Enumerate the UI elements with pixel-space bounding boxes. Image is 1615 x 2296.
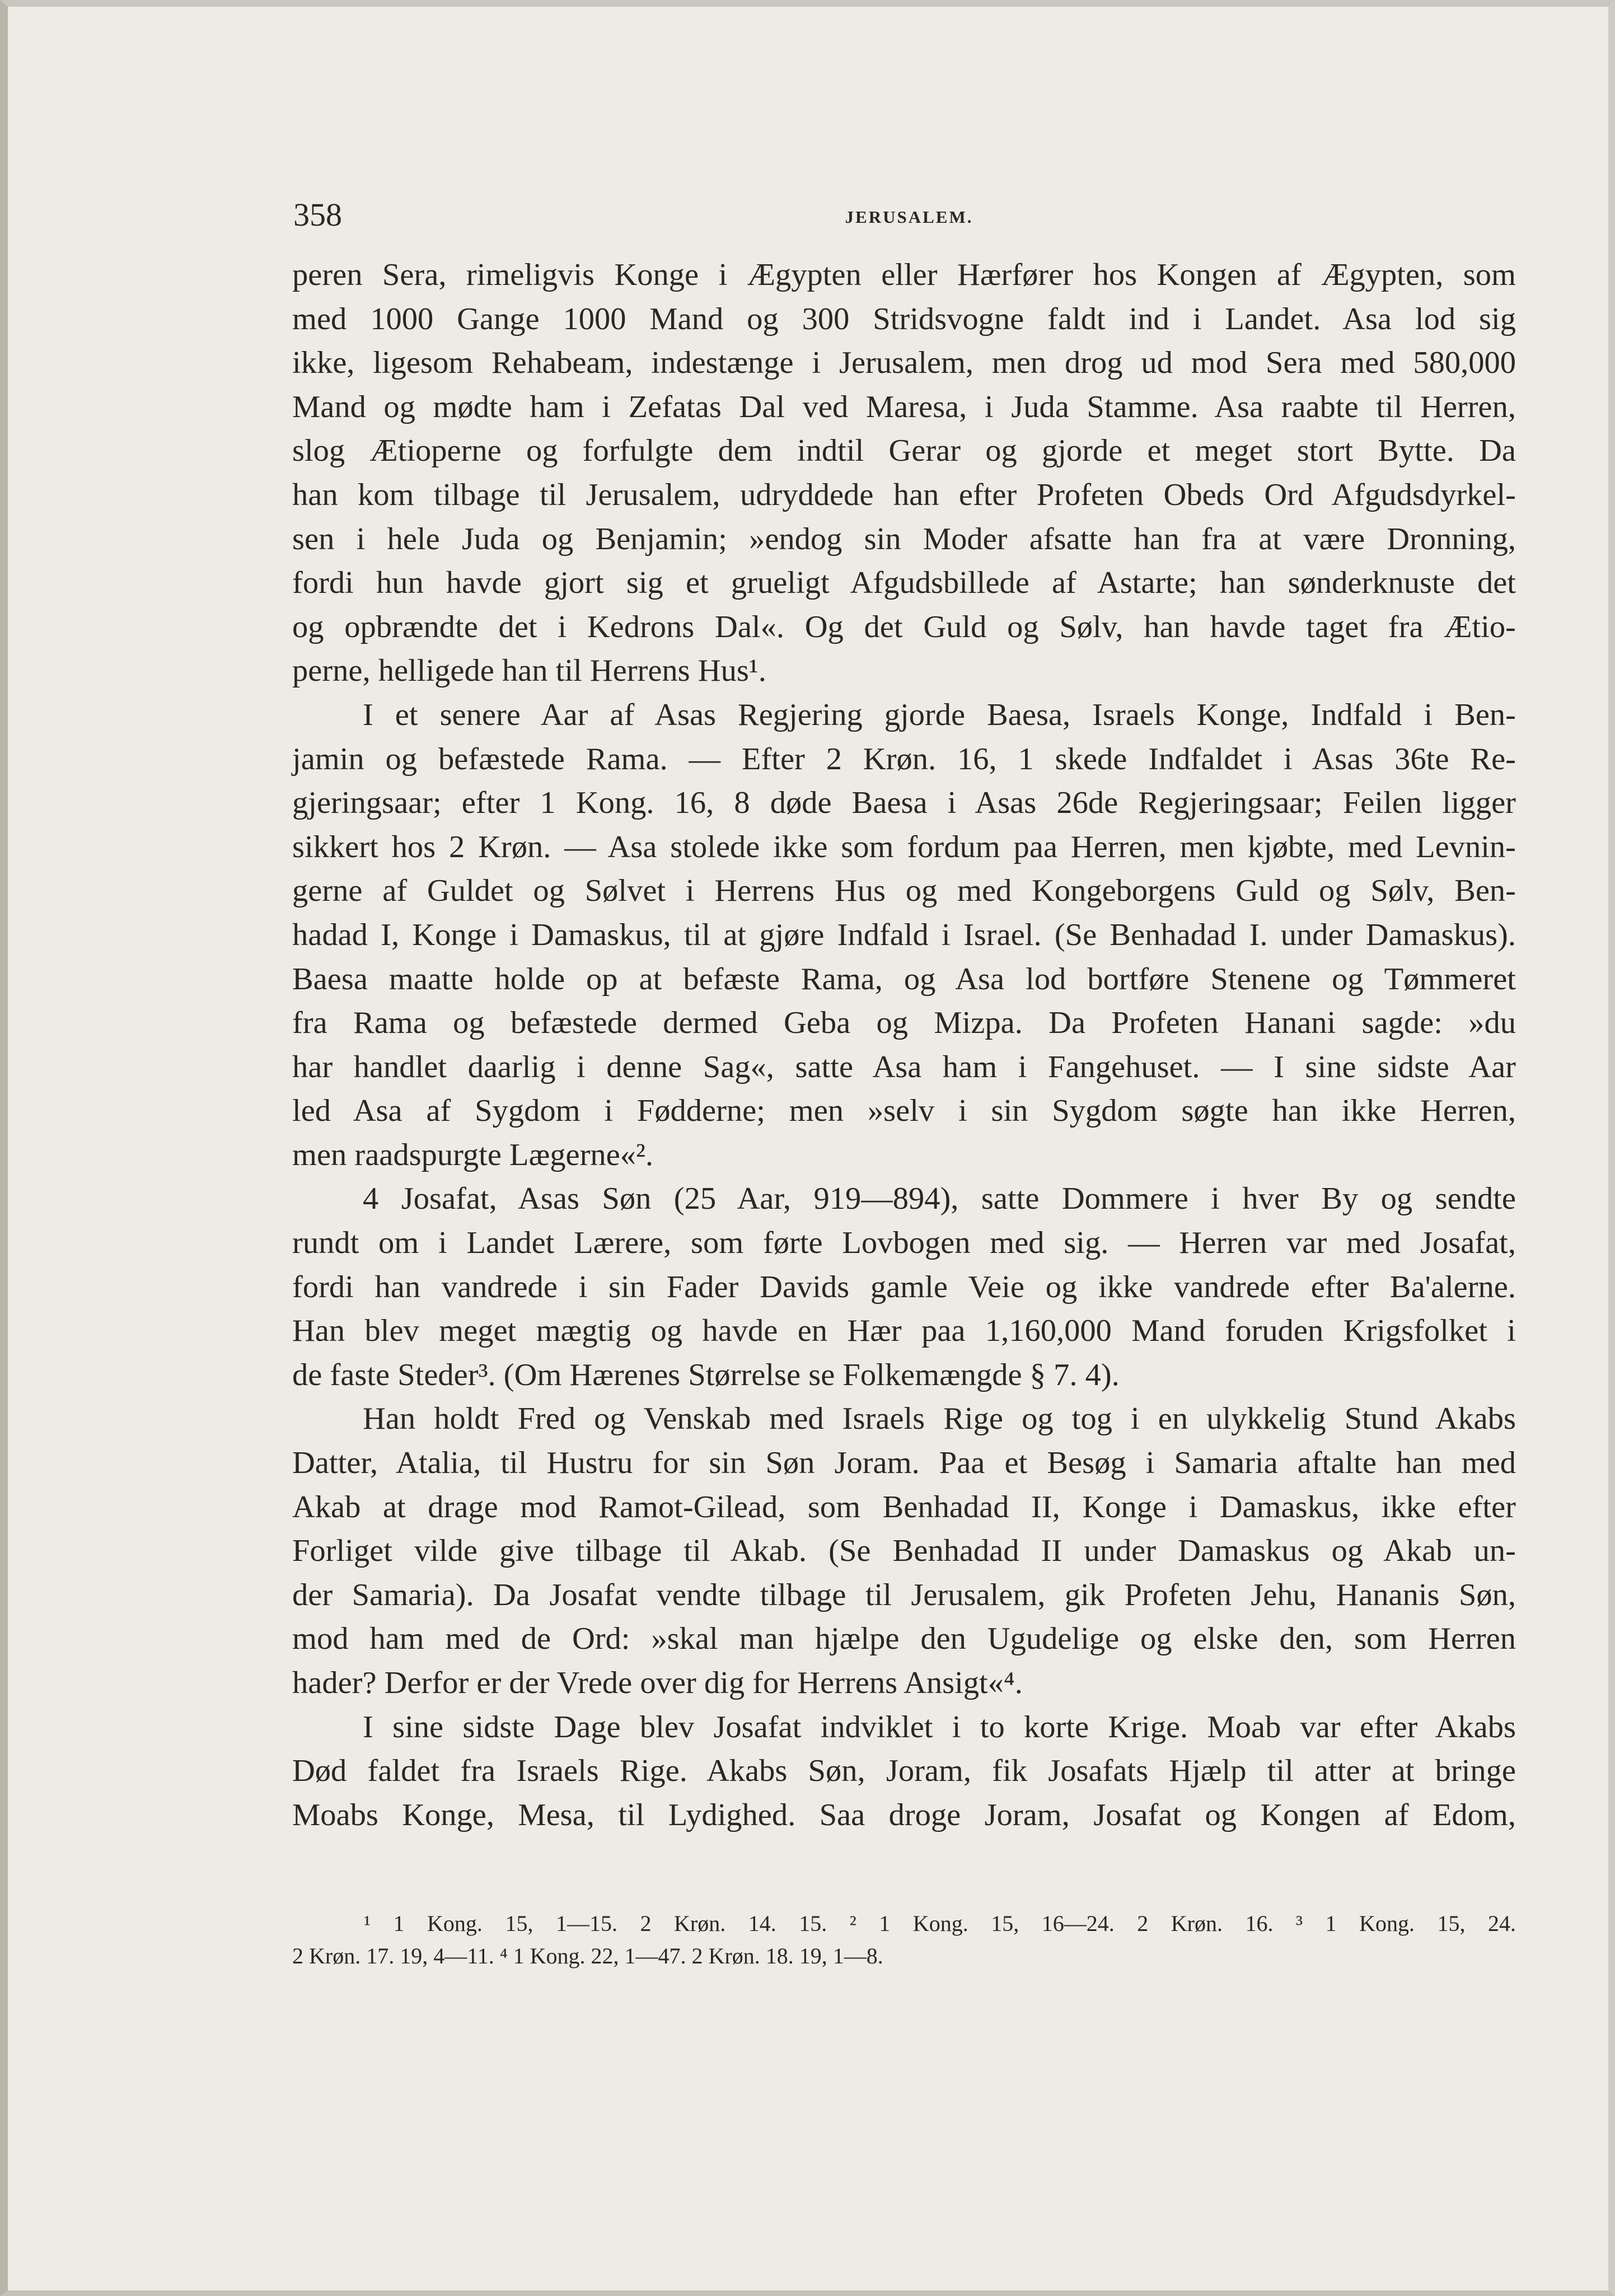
text-line: med 1000 Gange 1000 Mand og 300 Stridsvogne faldt ind i Landet. Asa lod sig bbox=[292, 301, 1516, 336]
text-line: Moabs Konge, Mesa, til Lydighed. Saa droge Joram, Josafat og Kongen af Edom, bbox=[292, 1797, 1516, 1832]
text-line: Datter, Atalia, til Hustru for sin Søn Joram. Paa et Besøg i Samaria aftalte han med bbox=[292, 1446, 1516, 1481]
text-line: Mand og mødte ham i Zefatas Dal ved Maresa, i Juda Stamme. Asa raabte til Herren, bbox=[292, 389, 1516, 424]
text-line: hader? Derfor er der Vrede over dig for Herrens Ansigt«⁴. bbox=[292, 1666, 1023, 1700]
text-line: gjeringsaar; efter 1 Kong. 16, 8 døde Baesa i Asas 26de Regjeringsaar; Feilen ligger bbox=[292, 785, 1516, 821]
running-title: JERUSALEM. bbox=[845, 207, 973, 227]
text-line: Forliget vilde give tilbage til Akab. (Se Benhadad II under Damaskus og Akab un- bbox=[292, 1533, 1516, 1569]
text-line: I et senere Aar af Asas Regjering gjorde Baesa, Israels Konge, Indfald i Ben- bbox=[363, 697, 1516, 732]
text-line: slog Ætioperne og forfulgte dem indtil Gerar og gjorde et meget stort Bytte. Da bbox=[292, 433, 1516, 469]
text-line: fordi han vandrede i sin Fader Davids gamle Veie og ikke vandrede efter Ba'alerne. bbox=[292, 1269, 1516, 1304]
text-line: Han holdt Fred og Venskab med Israels Rige og tog i en ulykkelig Stund Akabs bbox=[363, 1401, 1516, 1437]
text-line: Baesa maatte holde op at befæste Rama, og Asa lod bortføre Stenene og Tømmeret bbox=[292, 961, 1516, 997]
text-line: de faste Steder³. (Om Hærenes Størrelse se Folkemængde § 7. 4). bbox=[292, 1357, 1120, 1392]
text-line: der Samaria). Da Josafat vendte tilbage til Jerusalem, gik Profeten Jehu, Hananis Søn, bbox=[292, 1577, 1516, 1612]
text-line: sen i hele Juda og Benjamin; »endog sin Moder afsatte han fra at være Dronning, bbox=[292, 521, 1516, 557]
footnote-line: ¹ 1 Kong. 15, 1—15. 2 Krøn. 14. 15. ² 1 Kong. 15, 16—24. 2 Krøn. 16. ³ 1 Kong. 15, 24. bbox=[364, 1911, 1516, 1936]
text-line: fra Rama og befæstede dermed Geba og Mizpa. Da Profeten Hanani sagde: »du bbox=[292, 1006, 1516, 1041]
page-header bbox=[293, 193, 1525, 237]
footnote-line: 2 Krøn. 17. 19, 4—11. ⁴ 1 Kong. 22, 1—47. 2 Krøn. 18. 19, 1—8. bbox=[292, 1943, 883, 1968]
page-number: 358 bbox=[293, 197, 342, 233]
text-line: perne, helligede han til Herrens Hus¹. bbox=[292, 653, 766, 689]
text-line: mod ham med de Ord: »skal man hjælpe den Ugudelige og elske den, som Herren bbox=[292, 1621, 1516, 1657]
body-text bbox=[292, 253, 1516, 1837]
text-line: har handlet daarlig i denne Sag«, satte Asa ham i Fangehuset. — I sine sidste Aar bbox=[292, 1049, 1516, 1084]
text-line: gerne af Guldet og Sølvet i Herrens Hus og med Kongeborgens Guld og Sølv, Ben- bbox=[292, 873, 1516, 909]
text-line: ikke, ligesom Rehabeam, indestænge i Jerusalem, men drog ud mod Sera med 580,000 bbox=[292, 345, 1516, 381]
text-line: led Asa af Sygdom i Fødderne; men »selv i sin Sygdom søgte han ikke Herren, bbox=[292, 1093, 1516, 1129]
text-line: rundt om i Landet Lærere, som førte Lovbogen med sig. — Herren var med Josafat, bbox=[292, 1226, 1516, 1261]
text-line: han kom tilbage til Jerusalem, udryddede han efter Profeten Obeds Ord Afgudsdyrkel- bbox=[292, 477, 1516, 512]
text-line: men raadspurgte Lægerne«². bbox=[292, 1137, 654, 1172]
text-line: peren Sera, rimeligvis Konge i Ægypten eller Hærfører hos Kongen af Ægypten, som bbox=[292, 258, 1516, 292]
text-line: sikkert hos 2 Krøn. — Asa stolede ikke som fordum paa Herren, men kjøbte, med Levnin- bbox=[292, 829, 1516, 864]
footnotes bbox=[292, 1907, 1516, 1972]
text-line: 4 Josafat, Asas Søn (25 Aar, 919—894), satte Dommere i hver By og sendte bbox=[363, 1181, 1516, 1217]
text-line: hadad I, Konge i Damaskus, til at gjøre Indfald i Israel. (Se Benhadad I. under Damaskus). bbox=[292, 917, 1516, 952]
text-line: og opbrændte det i Kedrons Dal«. Og det Guld og Sølv, han havde taget fra Ætio- bbox=[292, 609, 1516, 644]
text-line: Akab at drage mod Ramot-Gilead, som Benhadad II, Konge i Damaskus, ikke efter bbox=[292, 1489, 1516, 1525]
text-line: Død faldet fra Israels Rige. Akabs Søn, Joram, fik Josafats Hjælp til atter at bringe bbox=[292, 1753, 1516, 1789]
text-line: fordi hun havde gjort sig et grueligt Afgudsbillede af Astarte; han sønderknuste det bbox=[292, 565, 1516, 601]
text-line: jamin og befæstede Rama. — Efter 2 Krøn. 16, 1 skede Indfaldet i Asas 36te Re- bbox=[292, 741, 1516, 777]
text-line: I sine sidste Dage blev Josafat indviklet i to korte Krige. Moab var efter Akabs bbox=[363, 1709, 1516, 1745]
text-line: Han blev meget mægtig og havde en Hær paa 1,160,000 Mand foruden Krigsfolket i bbox=[292, 1313, 1516, 1349]
